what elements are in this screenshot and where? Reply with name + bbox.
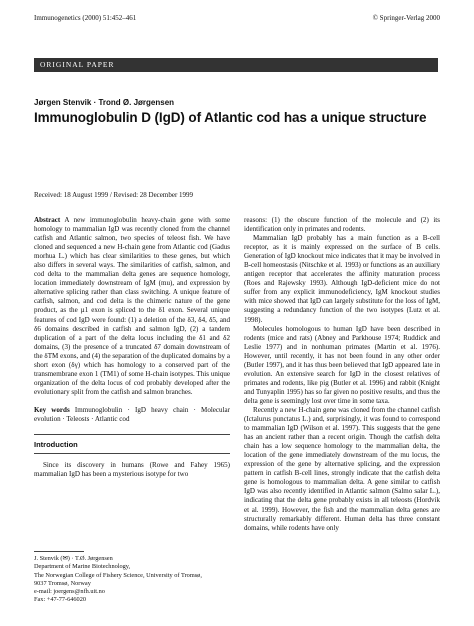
section-divider	[34, 434, 230, 435]
affiliation-line: Department of Marine Biotechnology,	[34, 563, 131, 571]
abstract-label: Abstract	[34, 216, 61, 224]
affiliation-line: e-mail: joergens@nfh.uit.no	[34, 588, 105, 596]
body-paragraph: Recently a new H-chain gene was cloned from the channel catfish (Ictalurus punctatus L.) and, surprisingly, it was found to correspond to mammalian IgD (Wilson et al. 1997). This suggests that the gene has an ancient rather than a recent origin. Though the catfish delta chain has a low sequence homology to the mammalian delta, the location of the gene immediately downstream of the mu locus, the expression of the gene by alternative splicing, and the expression pattern in catfish B-cell lines, strongly indicate that the catfish delta gene is homologous to mammalian delta. A gene similar to catfish IgD was also recently identified in Atlantic salmon (Salmo salar L.), indicating that the delta gene probably exists in all teleosts (Hordvik et al. 1999). However, the fish and the mammalian delta genes are structurally remarkably different. Human delta has three constant domains, while rodents have only	[244, 405, 440, 532]
keywords-label: Key words	[34, 405, 70, 414]
body-paragraph: Mammalian IgD probably has a main function as a B-cell receptor, as it is mainly expressed on the surface of B cells. Generation of IgD knockout mice indicates that it may be involved in B-cell homeostasis (Nitschke et al. 1993) or functions as an auxiliary antigen receptor that accelerates the affinity maturation process (Roes and Rajewsky 1993). Although IgD-deficient mice do not suffer from any explicit immunodeficiency, IgM knockout studies with mice showed that IgD can largely substitute for the loss of IgM, suggesting a redundancy function of the two isotypes (Lutz et al. 1998).	[244, 234, 440, 324]
keywords	[34, 406, 230, 424]
abstract	[34, 216, 230, 397]
article-type-banner: ORIGINAL PAPER	[34, 58, 438, 72]
affiliation-line: The Norwegian College of Fishery Science, University of Tromsø,	[34, 571, 202, 579]
body-paragraph: reasons: (1) the obscure function of the molecule and (2) its identification only in primates and rodents.	[244, 216, 440, 234]
journal-citation: Immunogenetics (2000) 51:452–461	[34, 14, 137, 22]
received-dates: Received: 18 August 1999 / Revised: 28 December 1999	[34, 191, 194, 199]
right-column	[244, 216, 440, 533]
affiliation-line: J. Stenvik (✉) · T.Ø. Jørgensen	[34, 555, 113, 562]
body-paragraph: Molecules homologous to human IgD have been described in rodents (mice and rats) (Abney and Parkhouse 1974; Ruddick and Leslie 1977) and in nonhuman primates (Martin et al. 1976). However, until recently, it has not been found in any other order (Butler 1997), and it has thus been believed that IgD appeared late in evolution. An extensive search for IgD in the closest relatives of primates and rodents, like pig (Butler et al. 1996) and rabbit (Knight and Tunyaplin 1995) has so far given no positive results, and thus the delta gene is seemingly lost over time in some taxa.	[244, 324, 440, 405]
affiliation-line: 9037 Tromsø, Norway	[34, 579, 91, 587]
introduction-paragraph: Since its discovery in humans (Rowe and Fahey 1965) mammalian IgD has been a mysterious isotype for two	[34, 461, 230, 479]
running-head	[34, 14, 440, 22]
footnote-divider	[34, 551, 84, 552]
section-divider	[34, 453, 230, 454]
article-title: Immunoglobulin D (IgD) of Atlantic cod has a unique structure	[34, 110, 427, 125]
keywords-body: Immunoglobulin · IgD heavy chain · Molecular evolution · Teleosts · Atlantic cod	[34, 405, 231, 423]
left-column	[34, 216, 230, 479]
author-affiliation	[34, 555, 230, 605]
author-list: Jørgen Stenvik · Trond Ø. Jørgensen	[34, 98, 175, 107]
affiliation-line: Fax: +47-77-646020	[34, 596, 86, 604]
publisher-copyright: © Springer-Verlag 2000	[372, 14, 440, 22]
introduction-heading: Introduction	[34, 440, 78, 450]
abstract-body: A new immunoglobulin heavy-chain gene with some homology to mammalian IgD was recently cloned from the channel catfish and Atlantic salmon, two species of teleost fish. We have cloned and sequenced a new H-chain gene from Atlantic cod (Gadus morhua L.) which has clear similarities to these genes, but which also differs in several ways. The similarities of catfish, salmon, and cod delta to the mammalian delta genes are sequence homology, location immediately downstream of IgM (mu), and expression by alternative splicing rather than class switching. A unique feature of catfish, salmon, and cod delta is the chimeric nature of the gene product, as the µ1 exon is spliced to the δ1 exon. Several unique features of cod IgD were found: (1) a deletion of the δ3, δ4, δ5, and δ6 domains described in catfish and salmon IgD, (2) a tandem duplication of a part of the delta locus including the δ1 and δ2 domains, (3) the presence of a truncated δ7 domain downstream of the δTM exons, and (4) the separation of the duplicated domains by a short exon (δγ) which has homology to a conserved part of the transmembrane exon 1 (TM1) of some H-chain isotypes. This unique organization of the delta locus of cod probably developed after the evolutionary split from the catfish and salmon branches.	[34, 216, 230, 396]
